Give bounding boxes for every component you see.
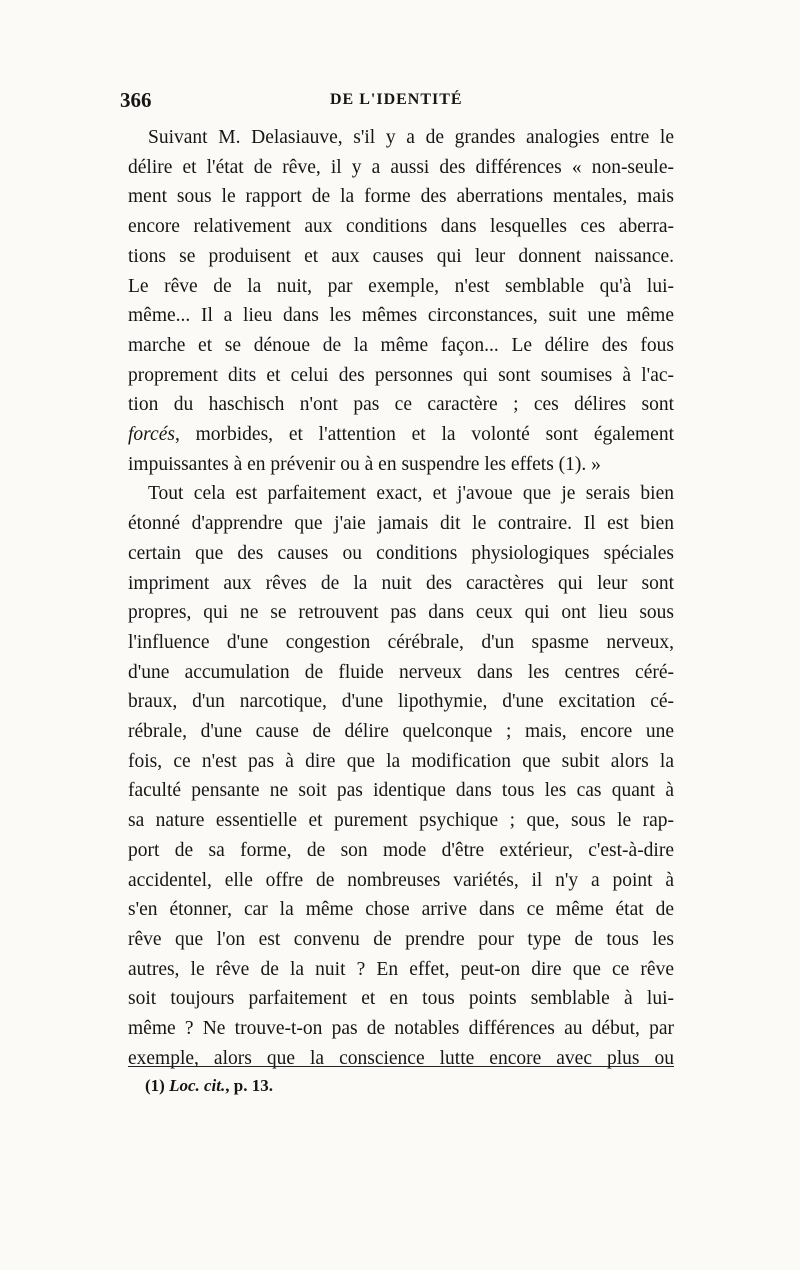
text-line: délire et l'état de rêve, il y a aussi des différences « non-seule- bbox=[128, 156, 674, 178]
text-line: accidentel, elle offre de nombreuses variétés, il n'y a point à bbox=[128, 869, 674, 891]
page-number: 366 bbox=[120, 88, 152, 112]
text-line: fois, ce n'est pas à dire que la modification que subit alors la bbox=[128, 750, 674, 772]
text-line: proprement dits et celui des personnes qui sont soumises à l'ac- bbox=[128, 364, 674, 386]
text-line: Le rêve de la nuit, par exemple, n'est semblable qu'à lui- bbox=[128, 275, 674, 297]
text-line: l'influence d'une congestion cérébrale, d'un spasme nerveux, bbox=[128, 631, 674, 653]
page-header bbox=[120, 88, 680, 116]
text-line: autres, le rêve de la nuit ? En effet, peut-on dire que ce rêve bbox=[128, 958, 674, 980]
text-line: d'une accumulation de fluide nerveux dans les centres céré- bbox=[128, 661, 674, 683]
footnote-rule bbox=[128, 1066, 674, 1067]
text-line: impuissantes à en prévenir ou à en suspendre les effets (1). » bbox=[128, 453, 601, 475]
footnote bbox=[145, 1076, 273, 1096]
footnote-marker: (1) bbox=[145, 1076, 170, 1095]
text-line: port de sa forme, de son mode d'être extérieur, c'est-à-dire bbox=[128, 839, 674, 861]
text-line: braux, d'un narcotique, d'une lipothymie, d'une excitation cé- bbox=[128, 691, 674, 713]
paragraph-2 bbox=[128, 479, 674, 1073]
text-line: tions se produisent et aux causes qui leur donnent naissance. bbox=[128, 245, 674, 267]
running-head: DE L'IDENTITÉ bbox=[330, 91, 463, 108]
text-line: marche et se dénoue de la même façon... Le délire des fous bbox=[128, 334, 674, 356]
text-line: Tout cela est parfaitement exact, et j'avoue que je serais bien bbox=[148, 483, 674, 505]
text-line: encore relativement aux conditions dans lesquelles ces aberra- bbox=[128, 216, 674, 238]
text-line: soit toujours parfaitement et en tous points semblable à lui- bbox=[128, 988, 674, 1010]
text-line: certain que des causes ou conditions physiologiques spéciales bbox=[128, 542, 674, 564]
text-line: étonné d'apprendre que j'aie jamais dit le contraire. Il est bien bbox=[128, 513, 674, 535]
body-text bbox=[128, 123, 674, 1074]
text-line: s'en étonner, car la même chose arrive dans ce même état de bbox=[128, 899, 674, 921]
text-line: rébrale, d'une cause de délire quelconque ; mais, encore une bbox=[128, 721, 674, 743]
footnote-page-ref: , p. 13. bbox=[225, 1076, 273, 1095]
text-line: ment sous le rapport de la forme des aberrations mentales, mais bbox=[128, 186, 674, 208]
text-line: exemple, alors que la conscience lutte encore avec plus ou bbox=[128, 1047, 674, 1069]
text-line: tion du haschisch n'ont pas ce caractère ; ces délires sont bbox=[128, 394, 674, 416]
text-line: même... Il a lieu dans les mêmes circonstances, suit une même bbox=[128, 305, 674, 327]
text-line: Suivant M. Delasiauve, s'il y a de grandes analogies entre le bbox=[148, 127, 674, 148]
text-line: sa nature essentielle et purement psychique ; que, sous le rap- bbox=[128, 810, 674, 832]
text-line: faculté pensante ne soit pas identique dans tous les cas quant à bbox=[128, 780, 674, 802]
text-line-italic-start: forcés, morbides, et l'attention et la volonté sont également bbox=[128, 424, 674, 446]
text-line: impriment aux rêves de la nuit des caractères qui leur sont bbox=[128, 572, 674, 594]
footnote-citation: Loc. cit. bbox=[169, 1076, 226, 1095]
text-line: même ? Ne trouve-t-on pas de notables différences au début, par bbox=[128, 1018, 674, 1040]
paragraph-1 bbox=[128, 123, 674, 479]
text-line: propres, qui ne se retrouvent pas dans ceux qui ont lieu sous bbox=[128, 602, 674, 624]
text-line: rêve que l'on est convenu de prendre pour type de tous les bbox=[128, 928, 674, 950]
